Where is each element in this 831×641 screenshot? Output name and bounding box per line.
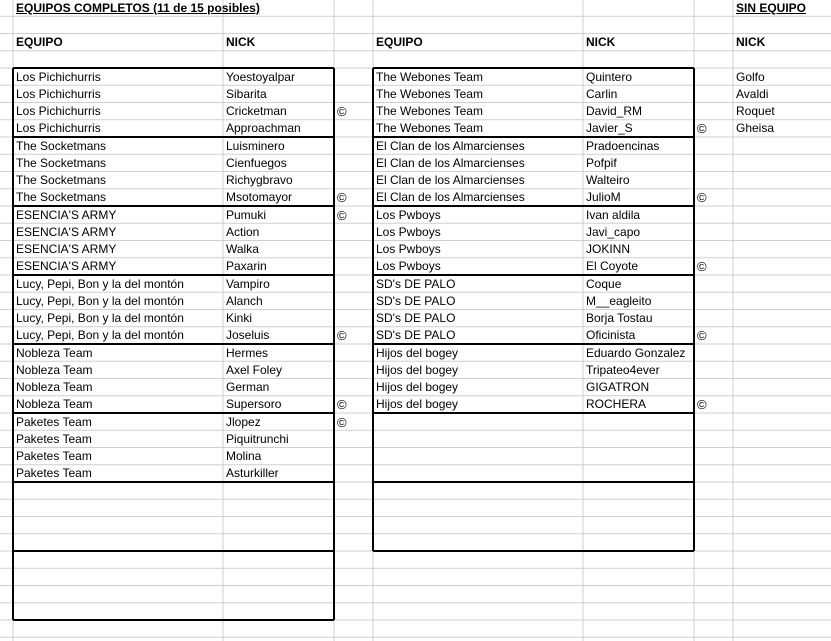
left-team-cell[interactable]: ESENCIA'S ARMY — [16, 259, 117, 274]
right-team-cell[interactable]: SD's DE PALO — [376, 276, 456, 291]
captain-mark: © — [697, 328, 707, 344]
left-nick-cell[interactable]: Cienfuegos — [226, 155, 287, 170]
right-nick-cell[interactable]: ROCHERA — [586, 397, 647, 412]
right-team-cell[interactable]: El Clan de los Almarcienses — [376, 155, 525, 170]
left-team-cell[interactable]: Paketes Team — [16, 466, 92, 481]
right-nick-cell[interactable]: JOKINN — [586, 242, 631, 256]
right-nick-cell[interactable]: Walteiro — [586, 173, 630, 187]
left-nick-cell[interactable]: Hermes — [226, 345, 269, 360]
right-team-cell[interactable]: Los Pwboys — [376, 259, 441, 274]
left-nick-cell[interactable]: Luisminero — [226, 138, 285, 153]
left-team-cell[interactable]: Nobleza Team — [16, 362, 93, 377]
right-team-cell[interactable]: Hijos del bogey — [376, 362, 459, 377]
captain-mark: © — [337, 397, 347, 413]
right-nick-cell[interactable]: Pofpif — [586, 155, 617, 170]
left-nick-cell[interactable]: Approachman — [226, 121, 301, 136]
right-team-cell[interactable]: El Clan de los Almarcienses — [376, 190, 525, 205]
left-nick-cell[interactable]: Yoestoyalpar — [226, 69, 295, 84]
left-nick-cell[interactable]: Jlopez — [226, 414, 261, 429]
left-team-cell[interactable]: The Socketmans — [16, 173, 107, 187]
right-nick-cell[interactable]: Ivan aldila — [586, 207, 641, 222]
left-nick-cell[interactable]: Axel Foley — [226, 362, 283, 377]
left-nick-cell[interactable]: Cricketman — [226, 104, 287, 118]
captain-mark: © — [697, 259, 707, 275]
right-equipo-header: EQUIPO — [376, 35, 423, 49]
captain-mark: © — [337, 207, 347, 223]
right-team-cell[interactable]: The Webones Team — [376, 86, 483, 101]
left-team-cell[interactable]: Paketes Team — [16, 449, 92, 463]
left-team-cell[interactable]: Lucy, Pepi, Bon y la del montón — [16, 311, 184, 325]
sin-equipo-nick-cell[interactable]: Avaldi — [736, 86, 769, 101]
left-team-cell[interactable]: Lucy, Pepi, Bon y la del montón — [16, 328, 184, 343]
right-team-cell[interactable]: Hijos del bogey — [376, 397, 459, 412]
right-nick-cell[interactable]: Borja Tostau — [586, 311, 653, 325]
right-nick-cell[interactable]: GIGATRON — [586, 380, 650, 394]
right-nick-cell[interactable]: Carlin — [586, 86, 618, 101]
right-nick-cell[interactable]: Pradoencinas — [586, 138, 660, 153]
left-nick-cell[interactable]: Molina — [226, 449, 262, 463]
sin-equipo-nick-cell[interactable]: Golfo — [736, 69, 765, 84]
sin-equipo-title: SIN EQUIPO — [736, 0, 807, 15]
right-nick-cell[interactable]: David_RM — [586, 104, 643, 118]
left-nick-cell[interactable]: Alanch — [226, 293, 263, 308]
right-nick-cell[interactable]: Oficinista — [586, 328, 636, 343]
left-nick-cell[interactable]: Action — [226, 224, 260, 239]
left-team-cell[interactable]: Los Pichichurris — [16, 121, 101, 136]
captain-mark: © — [337, 414, 347, 430]
right-nick-cell[interactable]: Tripateo4ever — [586, 362, 660, 377]
left-nick-cell[interactable]: Walka — [226, 242, 259, 256]
captain-mark: © — [697, 190, 707, 206]
right-team-cell[interactable]: Los Pwboys — [376, 224, 441, 239]
sin-equipo-nick-cell[interactable]: Gheisa — [736, 121, 775, 136]
left-team-cell[interactable]: Paketes Team — [16, 431, 92, 446]
left-team-cell[interactable]: ESENCIA'S ARMY — [16, 224, 117, 239]
left-nick-cell[interactable]: Vampiro — [226, 276, 270, 291]
right-nick-cell[interactable]: Javier_S — [586, 121, 633, 136]
left-team-cell[interactable]: Nobleza Team — [16, 380, 93, 394]
left-team-cell[interactable]: Paketes Team — [16, 414, 92, 429]
left-nick-cell[interactable]: Richygbravo — [226, 173, 293, 187]
left-nick-cell[interactable]: Pumuki — [226, 207, 267, 222]
right-team-cell[interactable]: SD's DE PALO — [376, 311, 456, 325]
left-team-cell[interactable]: ESENCIA'S ARMY — [16, 207, 117, 222]
right-nick-cell[interactable]: JulioM — [586, 190, 621, 205]
right-team-cell[interactable]: SD's DE PALO — [376, 293, 456, 308]
right-team-cell[interactable]: Hijos del bogey — [376, 380, 459, 394]
captain-mark: © — [337, 328, 347, 344]
left-nick-cell[interactable]: Supersoro — [226, 397, 282, 412]
left-team-cell[interactable]: Los Pichichurris — [16, 86, 101, 101]
left-team-cell[interactable]: Los Pichichurris — [16, 69, 101, 84]
captain-mark: © — [337, 104, 347, 119]
left-nick-header: NICK — [226, 35, 256, 49]
right-team-cell[interactable]: The Webones Team — [376, 121, 483, 136]
left-team-cell[interactable]: Lucy, Pepi, Bon y la del montón — [16, 293, 184, 308]
captain-mark: © — [697, 121, 707, 137]
left-team-cell[interactable]: Nobleza Team — [16, 345, 93, 360]
left-equipo-header: EQUIPO — [16, 35, 63, 49]
left-team-cell[interactable]: ESENCIA'S ARMY — [16, 242, 117, 256]
left-nick-cell[interactable]: Msotomayor — [226, 190, 293, 205]
right-nick-cell[interactable]: M__eagleito — [586, 293, 652, 308]
left-nick-cell[interactable]: Asturkiller — [226, 466, 279, 481]
right-team-cell[interactable]: The Webones Team — [376, 104, 483, 118]
captain-mark: © — [337, 190, 347, 206]
right-nick-cell[interactable]: Coque — [586, 276, 622, 291]
right-team-cell[interactable]: Los Pwboys — [376, 242, 441, 256]
right-team-cell[interactable]: El Clan de los Almarcienses — [376, 138, 525, 153]
left-nick-cell[interactable]: Kinki — [226, 311, 253, 325]
captain-mark: © — [697, 397, 707, 413]
left-nick-cell[interactable]: Joseluis — [226, 328, 270, 343]
left-team-cell[interactable]: The Socketmans — [16, 190, 107, 205]
right-team-cell[interactable]: Los Pwboys — [376, 207, 441, 222]
right-team-cell[interactable]: SD's DE PALO — [376, 328, 456, 343]
left-team-cell[interactable]: Nobleza Team — [16, 397, 93, 412]
left-nick-cell[interactable]: Piquitrunchi — [226, 431, 289, 446]
sin-equipo-nick-header: NICK — [736, 35, 766, 49]
right-nick-cell[interactable]: Quintero — [586, 69, 633, 84]
right-team-cell[interactable]: The Webones Team — [376, 69, 483, 84]
right-nick-cell[interactable]: Javi_capo — [586, 224, 641, 239]
left-nick-cell[interactable]: German — [226, 380, 270, 394]
left-team-cell[interactable]: Lucy, Pepi, Bon y la del montón — [16, 276, 184, 291]
left-team-cell[interactable]: The Socketmans — [16, 138, 107, 153]
sheet-title: EQUIPOS COMPLETOS (11 de 15 posibles) — [16, 0, 260, 15]
left-nick-cell[interactable]: Paxarin — [226, 259, 267, 274]
right-nick-cell[interactable]: El Coyote — [586, 259, 639, 274]
left-team-cell[interactable]: Los Pichichurris — [16, 104, 101, 118]
sin-equipo-nick-cell[interactable]: Roquet — [736, 104, 775, 118]
left-nick-cell[interactable]: Sibarita — [226, 86, 267, 101]
right-nick-header: NICK — [586, 35, 616, 49]
right-team-cell[interactable]: Hijos del bogey — [376, 345, 459, 360]
left-team-cell[interactable]: The Socketmans — [16, 155, 107, 170]
right-team-cell[interactable]: El Clan de los Almarcienses — [376, 173, 525, 187]
right-nick-cell[interactable]: Eduardo Gonzalez — [586, 345, 686, 360]
